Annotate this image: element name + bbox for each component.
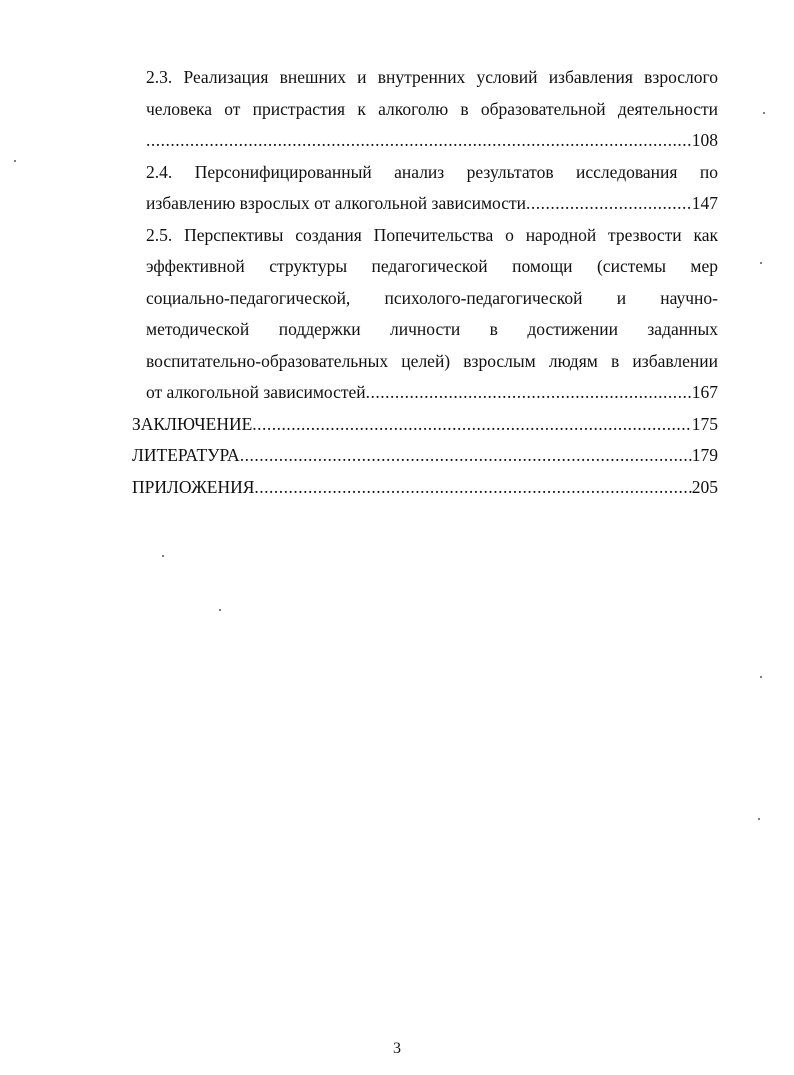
dot-leader (252, 409, 691, 441)
toc-leader-line (146, 188, 718, 220)
toc-entry-text-line: человека от пристрастия к алкоголю в образовательной деятельности (146, 98, 718, 119)
toc-entry-text-line: социально-педагогической, психолого-педагогической и научно- (146, 287, 718, 308)
toc-page-number: 179 (691, 445, 718, 465)
toc-page-number: 147 (691, 193, 718, 213)
dot-leader (526, 188, 692, 220)
dot-leader (254, 472, 691, 504)
toc-page-number: 167 (691, 382, 718, 402)
toc-entry-2-3[interactable] (132, 62, 718, 157)
scan-speck (758, 818, 760, 820)
dot-leader (366, 377, 692, 409)
toc-entry-text-line: избавлению взрослых от алкогольной зависимости (146, 193, 527, 213)
toc-page-number: 205 (691, 476, 718, 497)
toc-entry-conclusion[interactable] (132, 409, 718, 441)
toc-entry-references[interactable] (132, 440, 718, 472)
scan-speck (162, 555, 164, 557)
toc-leader-line (132, 472, 718, 504)
toc-page-number: 108 (691, 130, 718, 150)
table-of-contents (132, 62, 718, 503)
toc-page-number: 175 (691, 413, 718, 434)
toc-entry-title: ЛИТЕРАТУРА (132, 445, 240, 465)
scan-speck (219, 609, 221, 611)
toc-entry-text-line: от алкогольной зависимостей (146, 382, 366, 402)
scan-speck (760, 676, 762, 678)
dot-leader (240, 440, 692, 472)
dot-leader (146, 125, 692, 157)
toc-entry-2-5[interactable] (132, 220, 718, 409)
toc-entry-text-line: воспитательно-образовательных целей) взрослым людям в избавлении (146, 350, 718, 371)
toc-leader-line (146, 125, 718, 157)
toc-entry-text-line: методической поддержки личности в достижении заданных (146, 319, 718, 339)
scan-speck (14, 160, 16, 162)
page-number: 3 (393, 1040, 401, 1057)
toc-leader-line (132, 440, 718, 472)
toc-entry-text-line: 2.3. Реализация внешних и внутренних условий избавления взрослого (146, 67, 718, 87)
toc-entry-appendices[interactable] (132, 472, 718, 504)
toc-entry-title: ПРИЛОЖЕНИЯ (132, 476, 255, 497)
toc-entry-text-line: эффективной структуры педагогической помощи (системы мер (146, 256, 718, 276)
toc-entry-2-4[interactable] (132, 157, 718, 220)
scan-speck (763, 112, 765, 114)
scan-speck (760, 262, 762, 264)
toc-entry-title: ЗАКЛЮЧЕНИЕ (132, 413, 253, 434)
toc-leader-line (132, 409, 718, 441)
toc-leader-line (146, 377, 718, 409)
toc-entry-text-line: 2.4. Персонифицированный анализ результатов исследования по (146, 161, 718, 182)
toc-entry-text-line: 2.5. Перспективы создания Попечительства о народной трезвости как (146, 224, 718, 245)
